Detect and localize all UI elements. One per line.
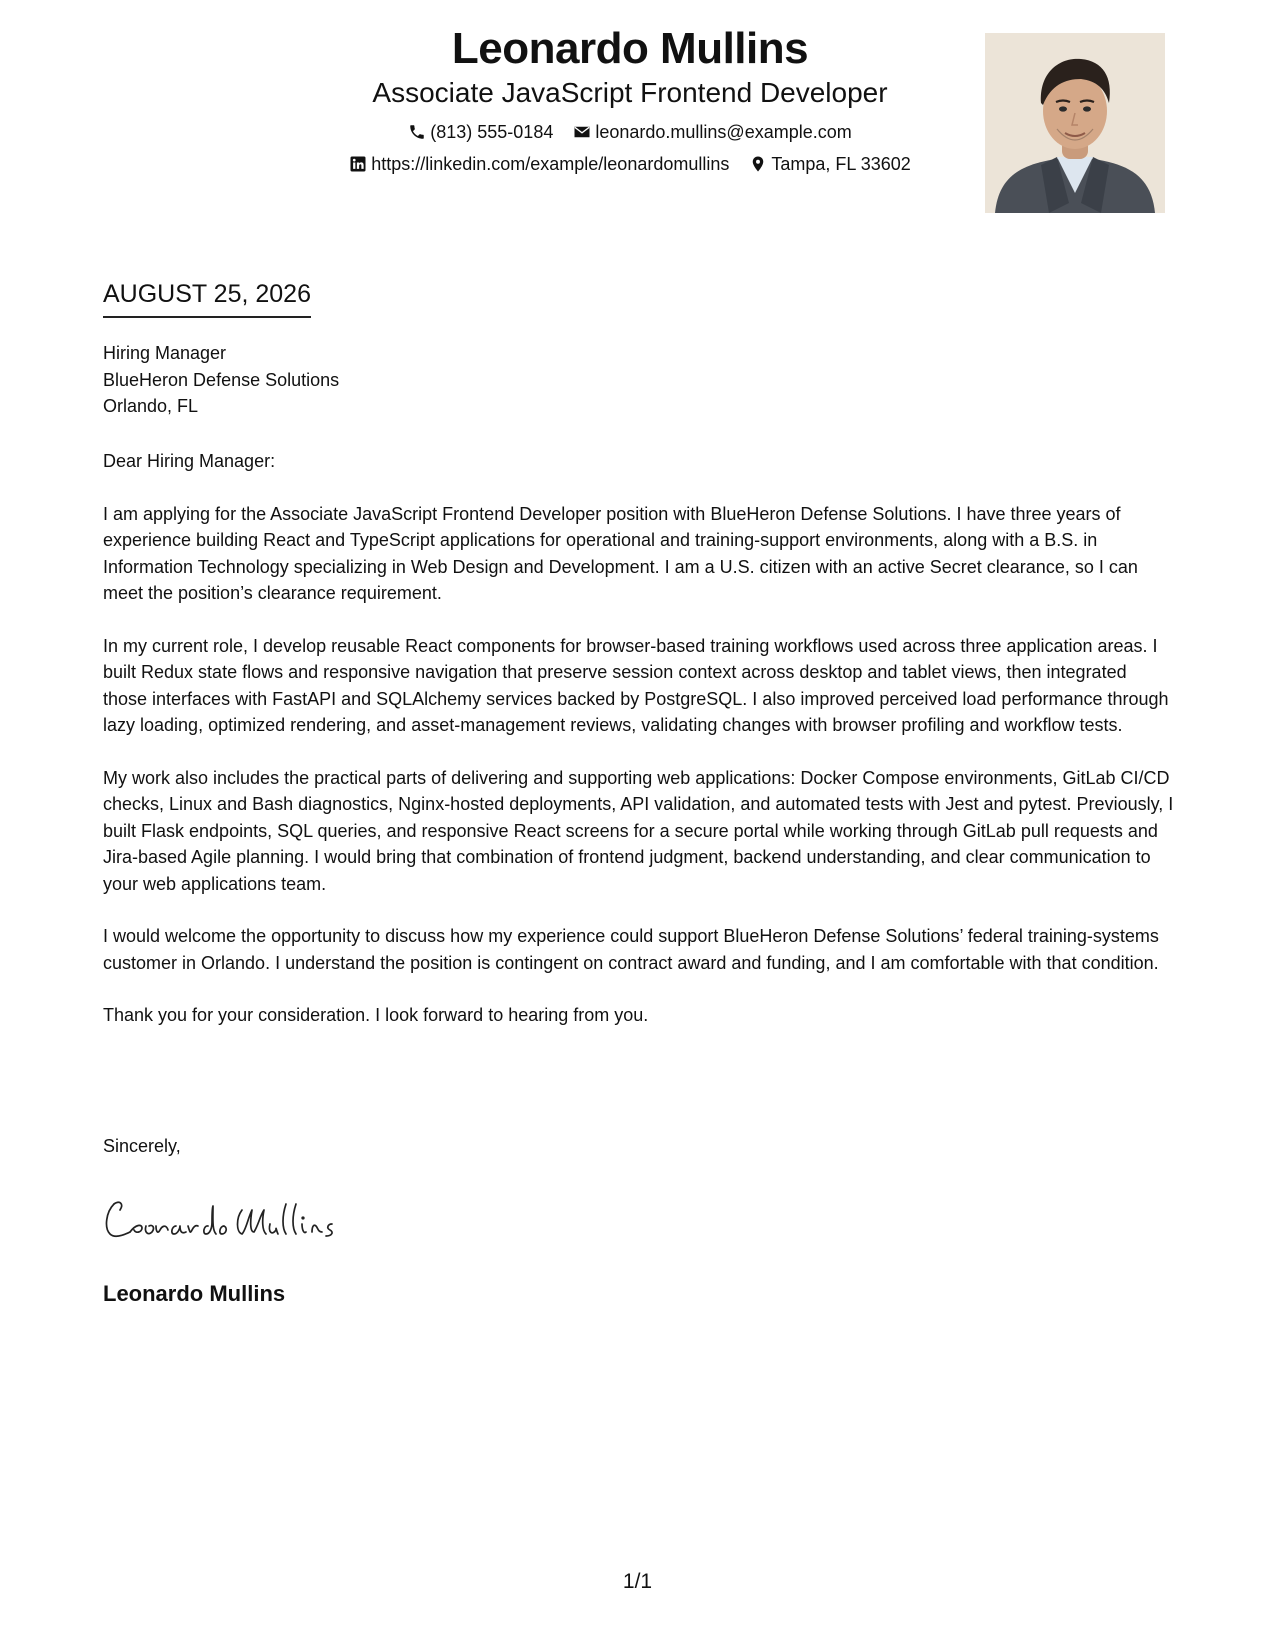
phone-number: (813) 555-0184 [430, 122, 554, 142]
page-number: 1/1 [622, 1570, 653, 1593]
letter-date: AUGUST 25, 2026 [103, 278, 311, 318]
linkedin-url[interactable]: https://linkedin.com/example/leonardomullins [371, 154, 730, 174]
applicant-name: Leonardo Mullins [451, 24, 809, 73]
body-paragraph: My work also includes the practical parts of delivering and supporting web applications: Docker Compose environments, GitLab CI/CD checks, Linux and Bash diagnostics, Nginx-hosted deployments, API validation, and automated tests with Jest and pytest. Previously, I built Flask endpoints, SQL queries, and responsive React screens for a secure portal while working through GitLab pull requests and Jira-based Agile planning. I would bring that combination of frontend judgment, backend understanding, and clear communication to your web applications team. [103, 767, 1174, 894]
body-paragraph: I am applying for the Associate JavaScript Frontend Developer position with BlueHeron Defense Solutions. I have three years of experience building React and TypeScript applications for operational and training-support environments, along with a B.S. in Information Technology specializing in Web Design and Development. I am a U.S. citizen with an active Secret clearance, so I can meet the position’s clearance requirement. [103, 503, 1138, 603]
recipient-location: Orlando, FL [103, 396, 199, 416]
signed-name: Leonardo Mullins [103, 1281, 286, 1306]
location-pin-icon [749, 155, 767, 173]
letter-body [103, 448, 1175, 1055]
email-address: leonardo.mullins@example.com [595, 122, 852, 142]
body-paragraph: I would welcome the opportunity to discuss how my experience could support BlueHeron Defense Solutions’ federal training-systems customer in Orlando. I understand the position is contingent on contract award and funding, and I am comfortable with that condition. [103, 926, 1159, 973]
contact-phone [408, 120, 553, 144]
body-paragraph: In my current role, I develop reusable React components for browser-based training workflows used across three application areas. I built Redux state flows and responsive navigation that preserve session context across desktop and tablet views, then integrated those interfaces with FastAPI and SQLAlchemy services backed by PostgreSQL. I also improved perceived load performance through lazy loading, optimized rendering, and asset-management reviews, validating changes with browser profiling and workflow tests. [103, 635, 1169, 735]
recipient-company: BlueHeron Defense Solutions [103, 369, 340, 390]
handwritten-signature [100, 1196, 370, 1244]
recipient-block [103, 340, 339, 420]
letter-header [250, 22, 1010, 176]
contact-linkedin [349, 152, 729, 176]
contact-email [573, 120, 851, 144]
closing: Sincerely, [103, 1136, 181, 1156]
salutation: Dear Hiring Manager: [103, 451, 276, 471]
email-icon [573, 123, 591, 141]
location-text: Tampa, FL 33602 [771, 154, 911, 174]
contact-location [749, 152, 910, 176]
linkedin-icon [349, 155, 367, 173]
contact-row-1 [250, 120, 1010, 144]
contact-row-2 [250, 152, 1010, 176]
recipient-title: Hiring Manager [103, 343, 227, 363]
profile-photo [985, 33, 1165, 213]
body-paragraph: Thank you for your consideration. I look forward to hearing from you. [103, 1005, 649, 1025]
phone-icon [408, 123, 426, 141]
job-title: Associate JavaScript Frontend Developer [372, 77, 888, 108]
